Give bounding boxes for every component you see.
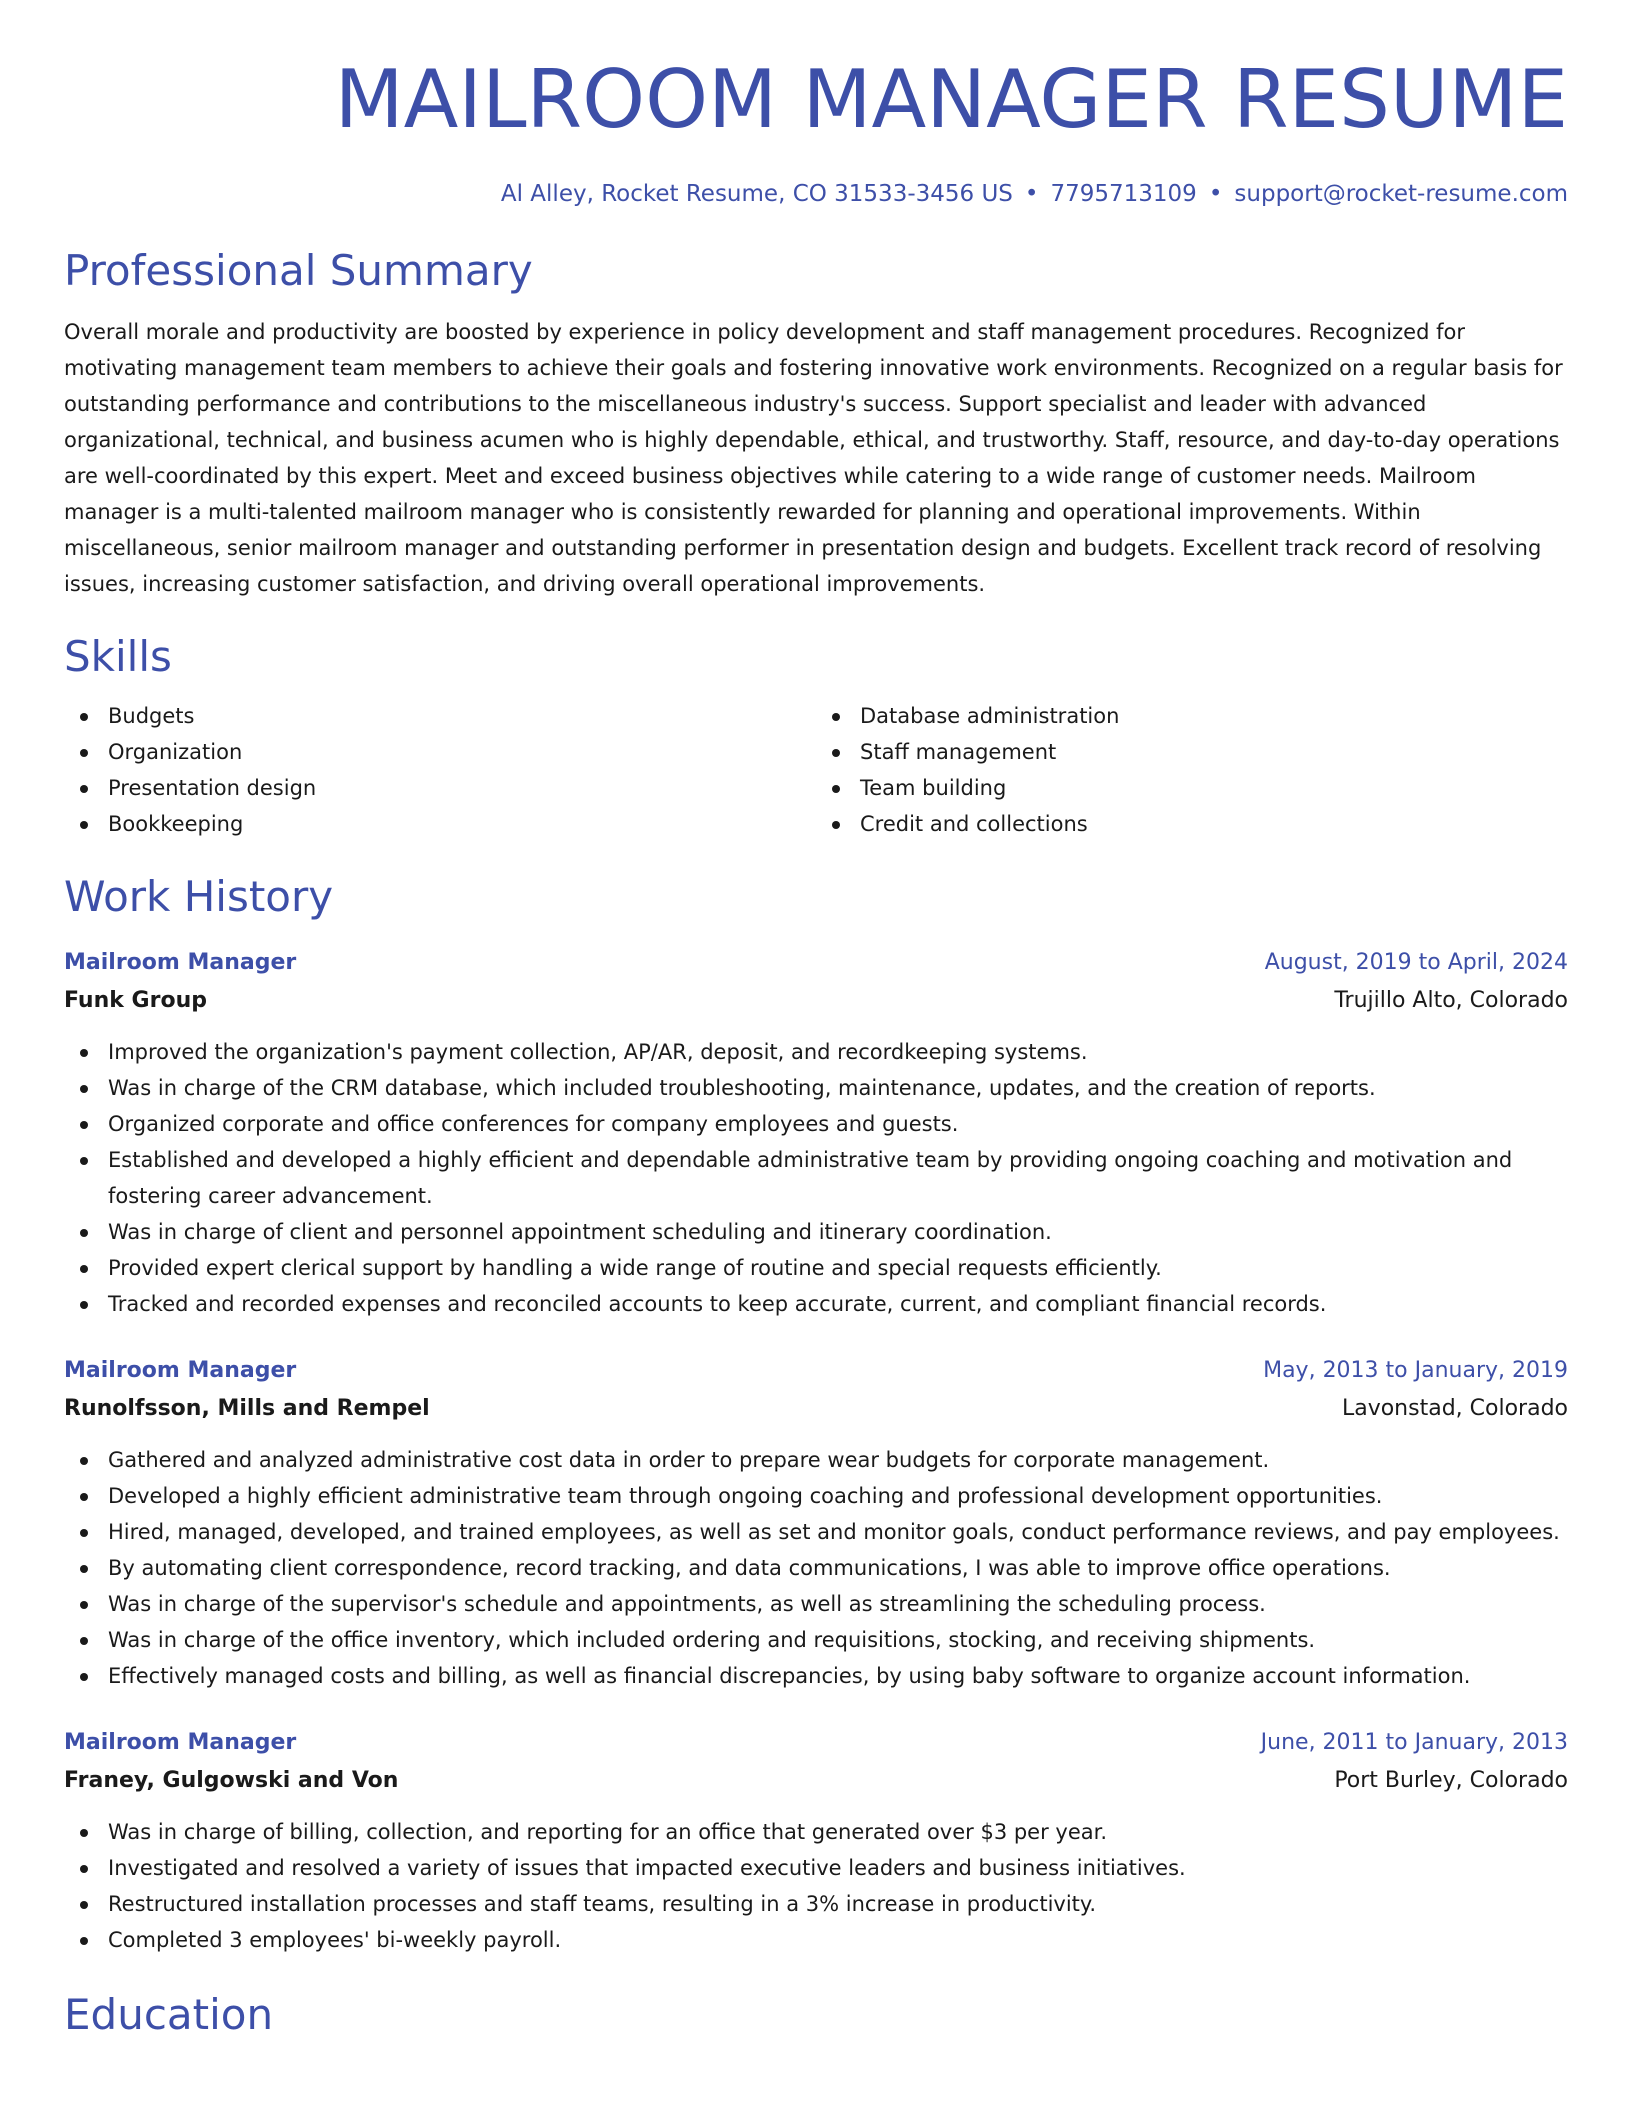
job-dates: August, 2019 to April, 2024: [1264, 950, 1568, 975]
contact-address: Al Alley, Rocket Resume, CO 31533-3456 US: [500, 181, 1013, 207]
job-bullet: Tracked and recorded expenses and reconciled accounts to keep accurate, current, and compliant financial records.: [64, 1286, 1568, 1322]
job-location: Port Burley, Colorado: [1334, 1768, 1568, 1793]
job-dates: June, 2011 to January, 2013: [1260, 1730, 1568, 1755]
job-title: Mailroom Manager: [64, 1730, 297, 1755]
job-dates: May, 2013 to January, 2019: [1263, 1358, 1568, 1383]
job-company: Funk Group: [64, 988, 207, 1013]
contact-separator: •: [1024, 181, 1039, 207]
job-title: Mailroom Manager: [64, 1358, 297, 1383]
job-bullet: Was in charge of the supervisor's schedule and appointments, as well as streamlining the scheduling process.: [64, 1586, 1568, 1622]
job-company: Runolfsson, Mills and Rempel: [64, 1396, 430, 1421]
job-location: Lavonstad, Colorado: [1341, 1396, 1568, 1421]
job-bullet: Was in charge of billing, collection, and reporting for an office that generated over $3 per year.: [64, 1814, 1568, 1850]
job-company: Franey, Gulgowski and Von: [64, 1768, 399, 1793]
summary-heading: Professional Summary: [64, 246, 533, 295]
job-bullet: By automating client correspondence, record tracking, and data communications, I was able to improve office operations.: [64, 1550, 1568, 1586]
job-bullets: [64, 1034, 1568, 1322]
skill-item: Presentation design: [64, 770, 816, 806]
resume-title: MAILROOM MANAGER RESUME: [334, 53, 1568, 146]
skills-heading: Skills: [64, 632, 172, 681]
job-bullet: Hired, managed, developed, and trained employees, as well as set and monitor goals, conduct performance reviews, and pay employees.: [64, 1514, 1568, 1550]
job-bullet: Investigated and resolved a variety of issues that impacted executive leaders and business initiatives.: [64, 1850, 1568, 1886]
education-heading: Education: [64, 1990, 274, 2039]
job-bullet: Organized corporate and office conferences for company employees and guests.: [64, 1106, 1568, 1142]
job-bullet: Established and developed a highly efficient and dependable administrative team by providing ongoing coaching and motivation and fostering career advancement.: [64, 1142, 1568, 1214]
skill-item: Team building: [816, 770, 1568, 806]
job-bullet: Developed a highly efficient administrative team through ongoing coaching and professional development opportunities.: [64, 1478, 1568, 1514]
skill-item: Budgets: [64, 698, 816, 734]
job-bullet: Was in charge of client and personnel appointment scheduling and itinerary coordination.: [64, 1214, 1568, 1250]
job-bullet: Provided expert clerical support by handling a wide range of routine and special requests efficiently.: [64, 1250, 1568, 1286]
contact-phone: 7795713109: [1050, 181, 1197, 207]
job-bullets: [64, 1814, 1568, 1958]
job-entry: [64, 1724, 1568, 1958]
job-bullet: Completed 3 employees' bi-weekly payroll.: [64, 1922, 1568, 1958]
job-bullets: [64, 1442, 1568, 1694]
contact-line: [64, 178, 1568, 210]
work-history-heading: Work History: [64, 872, 334, 921]
job-bullet: Was in charge of the office inventory, which included ordering and requisitions, stocking, and receiving shipments.: [64, 1622, 1568, 1658]
skill-item: Credit and collections: [816, 806, 1568, 842]
summary-text: Overall morale and productivity are boosted by experience in policy development and staff management procedures. Recognized for motivating management team members to achieve their goals and fostering innovative work environments. Recognized on a regular basis for outstanding performance and contributions to the miscellaneous industry's success. Support specialist and leader with advanced organizational, technical, and business acumen who is highly dependable, ethical, and trustworthy. Staff, resource, and day-to-day operations are well-coordinated by this expert. Meet and exceed business objectives while catering to a wide range of customer needs. Mailroom manager is a multi-talented mailroom manager who is consistently rewarded for planning and operational improvements. Within miscellaneous, senior mailroom manager and outstanding performer in presentation design and budgets. Excellent track record of resolving issues, increasing customer satisfaction, and driving overall operational improvements.: [64, 320, 1563, 596]
contact-separator: •: [1208, 181, 1223, 207]
skill-item: Organization: [64, 734, 816, 770]
job-bullet: Restructured installation processes and staff teams, resulting in a 3% increase in productivity.: [64, 1886, 1568, 1922]
skills-column-right: [816, 698, 1568, 842]
job-entry: [64, 1352, 1568, 1694]
job-bullet: Gathered and analyzed administrative cost data in order to prepare wear budgets for corporate management.: [64, 1442, 1568, 1478]
job-bullet: Effectively managed costs and billing, as well as financial discrepancies, by using baby software to organize account information.: [64, 1658, 1568, 1694]
job-bullet: Was in charge of the CRM database, which included troubleshooting, maintenance, updates, and the creation of reports.: [64, 1070, 1568, 1106]
job-entry: [64, 944, 1568, 1322]
job-bullet: Improved the organization's payment collection, AP/AR, deposit, and recordkeeping systems.: [64, 1034, 1568, 1070]
skill-item: Staff management: [816, 734, 1568, 770]
job-location: Trujillo Alto, Colorado: [1334, 988, 1568, 1013]
skills-grid: [64, 698, 1568, 842]
job-title: Mailroom Manager: [64, 950, 297, 975]
skills-column-left: [64, 698, 816, 842]
skill-item: Bookkeeping: [64, 806, 816, 842]
skill-item: Database administration: [816, 698, 1568, 734]
contact-email: support@rocket-resume.com: [1234, 181, 1568, 207]
